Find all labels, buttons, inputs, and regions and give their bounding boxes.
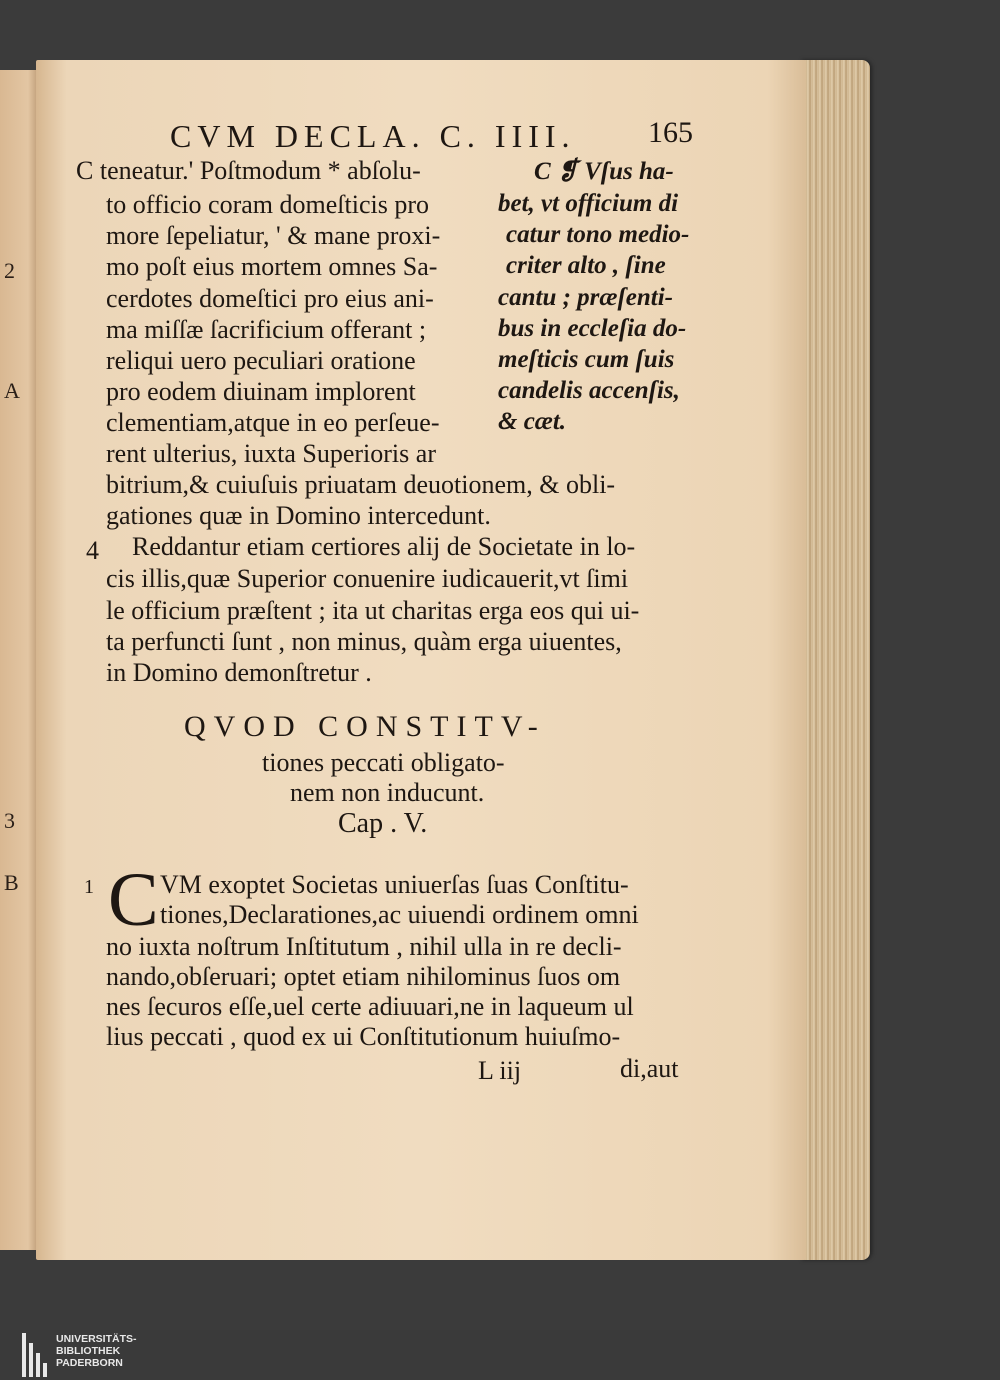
library-logo-text: [56, 1333, 137, 1369]
text-line: ma miſſæ ſacrificium offerant ;: [106, 315, 427, 344]
side-note-line: candelis accenſis,: [498, 377, 680, 404]
text-line: gationes quæ in Domino intercedunt.: [106, 501, 491, 530]
chapter-heading-title: QVOD CONSTITV-: [184, 710, 546, 743]
left-margin-mark: 3: [4, 808, 15, 833]
text-line: lius peccati , quod ex ui Conſtitutionum huiuſmo-: [106, 1022, 621, 1051]
left-page-edge: [0, 70, 40, 1250]
left-margin-mark: B: [4, 870, 19, 895]
text-line: Reddantur etiam certiores alij de Societate in lo-: [132, 532, 636, 561]
text-line: in Domino demonſtretur .: [106, 658, 372, 687]
text-line: mo poſt eius mortem omnes Sa-: [106, 252, 438, 281]
side-note-line: meſticis cum ſuis: [498, 346, 675, 373]
text-line: reliqui uero peculiari oratione: [106, 346, 416, 375]
logo-line: PADERBORN: [56, 1357, 123, 1369]
side-note-line: criter alto , ſine: [506, 252, 666, 279]
side-note-line: bet, vt officium di: [498, 190, 679, 217]
paragraph-number: 4: [86, 536, 99, 565]
signature-mark: L iij: [478, 1056, 522, 1085]
text-line: pro eodem diuinam implorent: [106, 377, 416, 406]
page-stack-edges: [800, 60, 870, 1260]
text-line: tiones,Declarationes,ac uiuendi ordinem omni: [160, 900, 639, 929]
catchword: di,aut: [620, 1054, 679, 1083]
chapter-number: Cap . V.: [338, 808, 428, 839]
text-line: nes ſecuros eſſe,uel certe adiuuari,ne in laqueum ul: [106, 992, 634, 1021]
chapter-heading-line: tiones peccati obligato-: [262, 748, 505, 777]
chapter-heading-line: nem non inducunt.: [290, 778, 485, 807]
text-line: C teneatur.' Poſtmodum * abſolu-: [76, 156, 421, 185]
drop-cap: C: [108, 858, 159, 942]
side-note-line: bus in eccleſia do-: [498, 315, 687, 342]
logo-line: UNIVERSITÄTS-: [56, 1333, 137, 1345]
text-line: more ſepeliatur, ' & mane proxi-: [106, 221, 441, 250]
text-line: ta perfuncti ſunt , non minus, quàm erga uiuentes,: [106, 627, 622, 656]
folio-number: 165: [648, 116, 693, 149]
left-margin-mark: A: [4, 378, 20, 403]
text-line: no iuxta noſtrum Inſtitutum , nihil ulla in re decli-: [106, 932, 622, 961]
side-note-line: cantu ; præſenti-: [498, 284, 673, 311]
text-line: to officio coram domeſticis pro: [106, 190, 429, 219]
text-line: VM exoptet Societas uniuerſas ſuas Conſtitu-: [160, 870, 629, 899]
library-logo-icon: [22, 1333, 48, 1377]
text-line: cis illis,quæ Superior conuenire iudicauerit,vt ſimi: [106, 564, 629, 593]
text-line: bitrium,& cuiuſuis priuatam deuotionem, & obli-: [106, 470, 616, 499]
running-header: CVM DECLA. C. IIII.: [170, 118, 576, 154]
paragraph-number: 1: [84, 876, 94, 898]
side-note-line: catur tono medio-: [506, 221, 690, 248]
left-margin-mark: 2: [4, 258, 15, 283]
text-line: rent ulterius, iuxta Superioris ar: [106, 439, 436, 468]
text-line: clementiam,atque in eo perſeue-: [106, 408, 440, 437]
text-line: le officium præſtent ; ita ut charitas erga eos qui ui-: [106, 596, 640, 625]
footer-bar: [0, 1330, 1000, 1380]
logo-line: BIBLIOTHEK: [56, 1345, 121, 1357]
side-note-line: C ❡ Vſus ha-: [534, 158, 674, 185]
text-line: nando,obſeruari; optet etiam nihilominus ſuos om: [106, 962, 621, 991]
text-line: cerdotes domeſtici pro eius ani-: [106, 284, 434, 313]
side-note-line: & cæt.: [498, 408, 567, 435]
